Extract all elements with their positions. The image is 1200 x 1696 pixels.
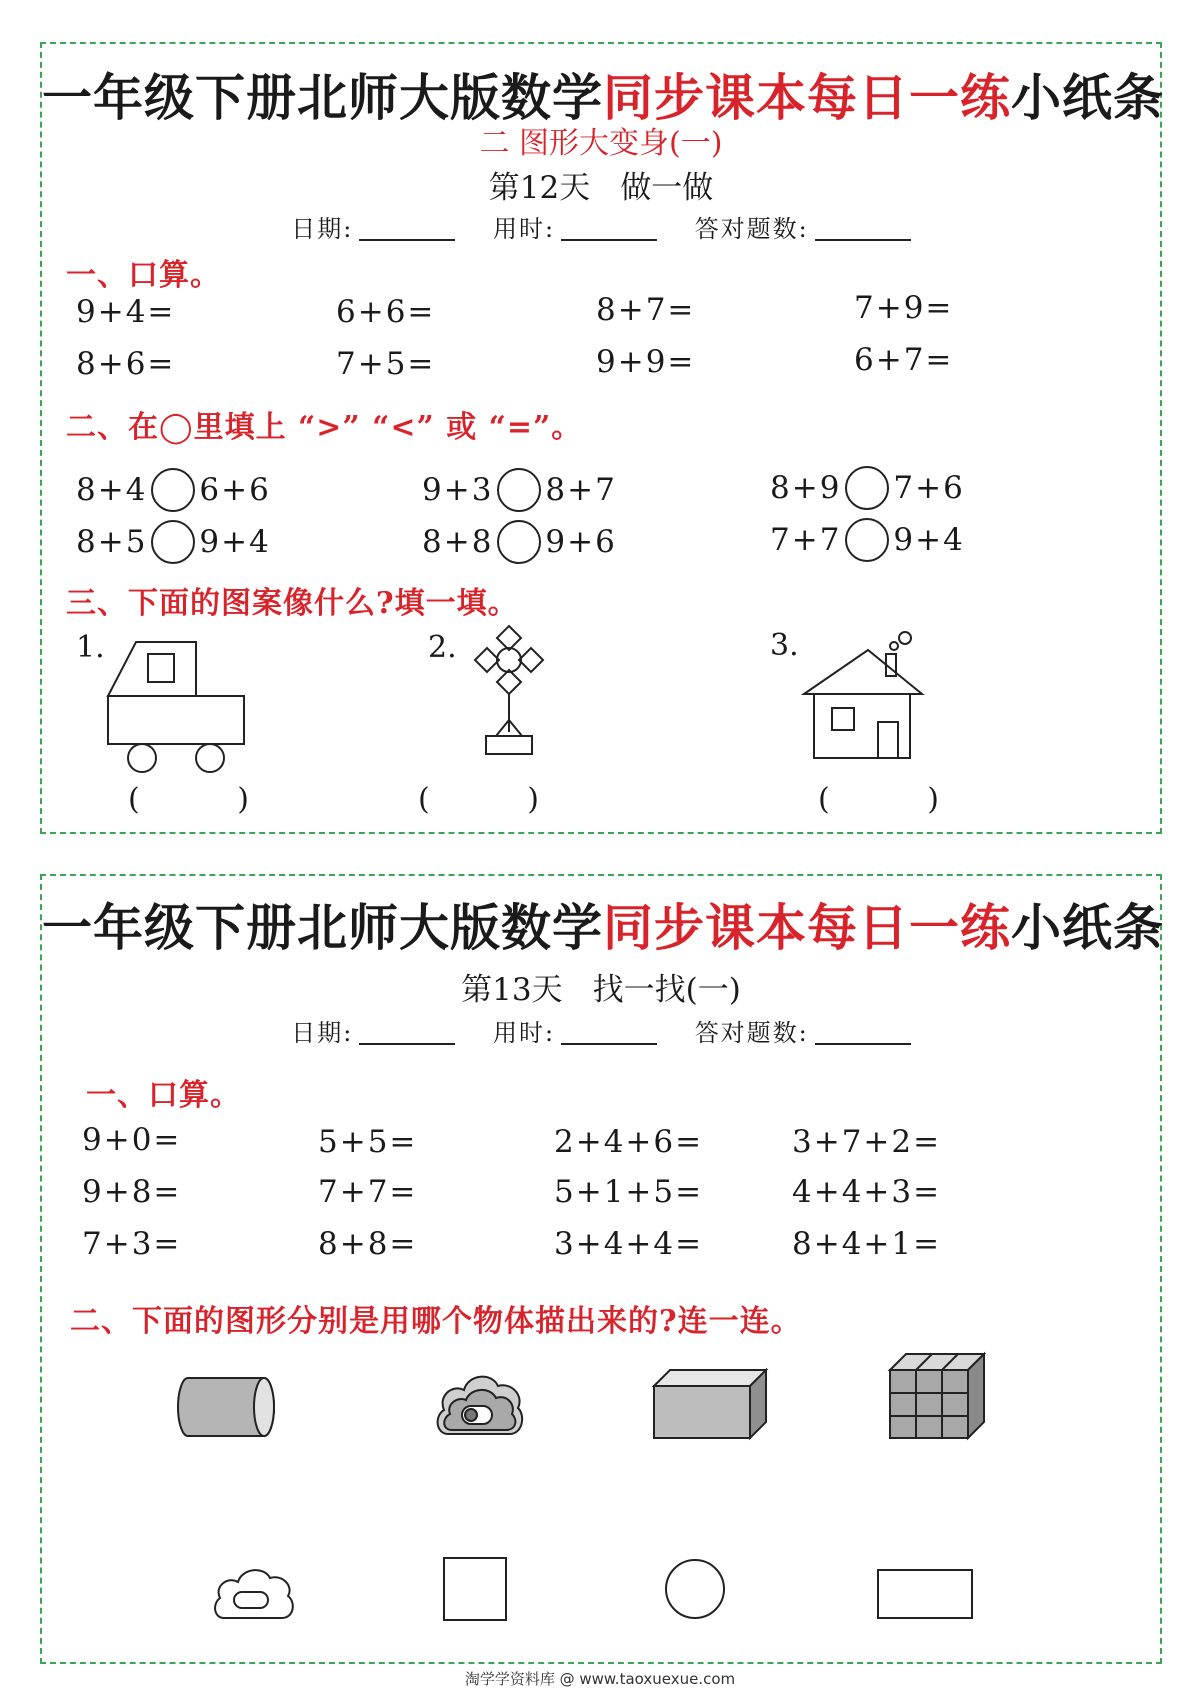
- house-roof: [804, 650, 922, 694]
- answer-parentheses[interactable]: ( ): [418, 782, 583, 817]
- title-part-tail: 小纸条: [1011, 899, 1164, 957]
- oral-item: 9+4=: [76, 294, 176, 330]
- answer-circle[interactable]: [151, 468, 195, 512]
- cuboid-top: [654, 1370, 766, 1386]
- oral-item: 7+5=: [336, 346, 436, 382]
- oral-item: 9+0=: [82, 1122, 182, 1158]
- oral-item: 8+7=: [596, 292, 696, 328]
- oral-item: 7+7=: [318, 1174, 418, 1210]
- smoke-puff-small: [890, 642, 898, 650]
- worksheet-title: [42, 888, 1164, 960]
- section-oral-title: 一、口算。: [66, 258, 221, 293]
- compare-item: 8+8 9+6: [422, 520, 617, 564]
- square-outline: [444, 1558, 506, 1620]
- oral-item: 3+4+4=: [554, 1226, 704, 1262]
- flower-petal-top: [497, 626, 521, 650]
- oral-item: 8+4+1=: [792, 1226, 942, 1262]
- answer-parentheses[interactable]: ( ): [818, 782, 983, 817]
- compare-item: 7+7 9+4: [770, 518, 965, 562]
- eraser-dot: [465, 1409, 477, 1421]
- cloud-inner-oval: [234, 1592, 268, 1608]
- date-blank[interactable]: [359, 239, 455, 241]
- cuboid-icon[interactable]: [652, 1368, 768, 1440]
- section-pictures-title: 三、下面的图案像什么?填一填。: [66, 586, 519, 621]
- picture-number: 3.: [770, 628, 799, 663]
- picture-number: 2.: [428, 630, 457, 665]
- truck-window: [148, 654, 174, 682]
- title-part-tail: 小纸条: [1011, 69, 1164, 127]
- smoke-puff-large: [899, 632, 911, 644]
- compare-item: 8+5 9+4: [76, 520, 271, 564]
- oral-item: 8+6=: [76, 346, 176, 382]
- cloud-eraser-icon[interactable]: [434, 1366, 526, 1438]
- oral-item: 8+8=: [318, 1226, 418, 1262]
- truck-cab: [108, 642, 196, 696]
- oral-item: 7+3=: [82, 1226, 182, 1262]
- cuboid-front: [654, 1386, 750, 1438]
- oral-item: 6+7=: [854, 342, 954, 378]
- picture-number: 1.: [76, 630, 105, 665]
- oral-item: 3+7+2=: [792, 1124, 942, 1160]
- truck-body: [108, 696, 244, 744]
- square-outline-icon[interactable]: [442, 1556, 508, 1622]
- oral-item: 6+6=: [336, 294, 436, 330]
- time-blank[interactable]: [561, 1043, 657, 1045]
- date-field: [291, 1013, 455, 1048]
- correct-count-field: [695, 1013, 911, 1048]
- title-part-red: 同步课本每日一练: [603, 899, 1011, 957]
- correct-count-label: 答对题数:: [694, 215, 809, 243]
- day-heading: [42, 964, 1160, 1009]
- truck-wheel-front: [128, 744, 156, 772]
- date-label: 日期:: [291, 1019, 354, 1047]
- answer-circle[interactable]: [497, 520, 541, 564]
- circle-outline-icon[interactable]: [664, 1558, 726, 1620]
- flower-petal-right: [519, 648, 543, 672]
- meta-row: [42, 209, 1160, 244]
- answer-circle[interactable]: [845, 518, 889, 562]
- rectangle-outline-icon[interactable]: [876, 1568, 974, 1620]
- oral-item: 4+4+3=: [792, 1174, 942, 1210]
- flower-petal-bottom: [497, 670, 521, 694]
- compare-item: 9+3 8+7: [422, 468, 617, 512]
- oral-item: 9+9=: [596, 344, 696, 380]
- cylinder-icon[interactable]: [178, 1374, 278, 1440]
- day-topic: 做一做: [620, 170, 714, 206]
- footer-watermark: 淘学学资料库 @ www.taoxuexue.com: [464, 1670, 736, 1688]
- rubiks-cube-icon[interactable]: [888, 1352, 986, 1440]
- correct-count-blank[interactable]: [815, 1043, 911, 1045]
- house-door: [878, 722, 898, 758]
- time-label: 用时:: [492, 1019, 556, 1047]
- date-blank[interactable]: [359, 1043, 455, 1045]
- rectangle-outline: [878, 1570, 972, 1618]
- circle-outline: [666, 1560, 724, 1618]
- title-part-black: 一年级下册北师大版数学: [42, 899, 603, 957]
- day-number: 第12天: [488, 170, 591, 206]
- worksheet-card-day12: [40, 42, 1162, 834]
- oral-item: 5+5=: [318, 1124, 418, 1160]
- oral-item: 2+4+6=: [554, 1124, 704, 1160]
- answer-circle[interactable]: [497, 468, 541, 512]
- time-field: [493, 209, 657, 244]
- correct-count-label: 答对题数:: [694, 1019, 809, 1047]
- oral-item: 7+9=: [854, 290, 954, 326]
- worksheet-card-day13: [40, 874, 1162, 1664]
- cylinder-end: [254, 1378, 274, 1436]
- section-compare-title: 二、在◯里填上 “>” “<” 或 “=”。: [66, 410, 583, 445]
- date-label: 日期:: [291, 215, 354, 243]
- flower-petal-left: [475, 648, 499, 672]
- house-figure-icon: [802, 630, 934, 764]
- time-blank[interactable]: [561, 239, 657, 241]
- correct-count-blank[interactable]: [815, 239, 911, 241]
- truck-figure-icon: [106, 640, 246, 776]
- answer-parentheses[interactable]: ( ): [128, 782, 293, 817]
- section-oral-title: 一、口算。: [86, 1078, 241, 1113]
- answer-circle[interactable]: [845, 466, 889, 510]
- cloud-outline-icon[interactable]: [212, 1562, 296, 1622]
- day-number: 第13天: [461, 972, 563, 1008]
- title-part-red: 同步课本每日一练: [603, 69, 1011, 127]
- unit-title: 二 图形大变身(一): [479, 126, 723, 161]
- time-field: [493, 1013, 657, 1048]
- day-topic: 找一找(一): [592, 972, 741, 1008]
- oral-item: 9+8=: [82, 1174, 182, 1210]
- cube-side: [968, 1354, 984, 1438]
- flower-figure-icon: [464, 624, 554, 774]
- compare-item: 8+4 6+6: [76, 468, 271, 512]
- oral-item: 5+1+5=: [554, 1174, 704, 1210]
- house-wall: [814, 694, 910, 758]
- cloud-outline: [215, 1570, 293, 1618]
- meta-row: [42, 1013, 1160, 1048]
- flower-center: [497, 648, 521, 672]
- house-window: [832, 708, 854, 730]
- time-label: 用时:: [492, 215, 556, 243]
- truck-wheel-back: [196, 744, 224, 772]
- date-field: [291, 209, 455, 244]
- compare-item: 8+9 7+6: [770, 466, 965, 510]
- flower-pot: [486, 736, 532, 754]
- section-matching-title: 二、下面的图形分别是用哪个物体描出来的?连一连。: [70, 1304, 802, 1339]
- day-heading: [42, 162, 1160, 207]
- answer-circle[interactable]: [151, 520, 195, 564]
- correct-count-field: [695, 209, 911, 244]
- cube-front: [890, 1370, 968, 1438]
- title-part-black: 一年级下册北师大版数学: [42, 69, 603, 127]
